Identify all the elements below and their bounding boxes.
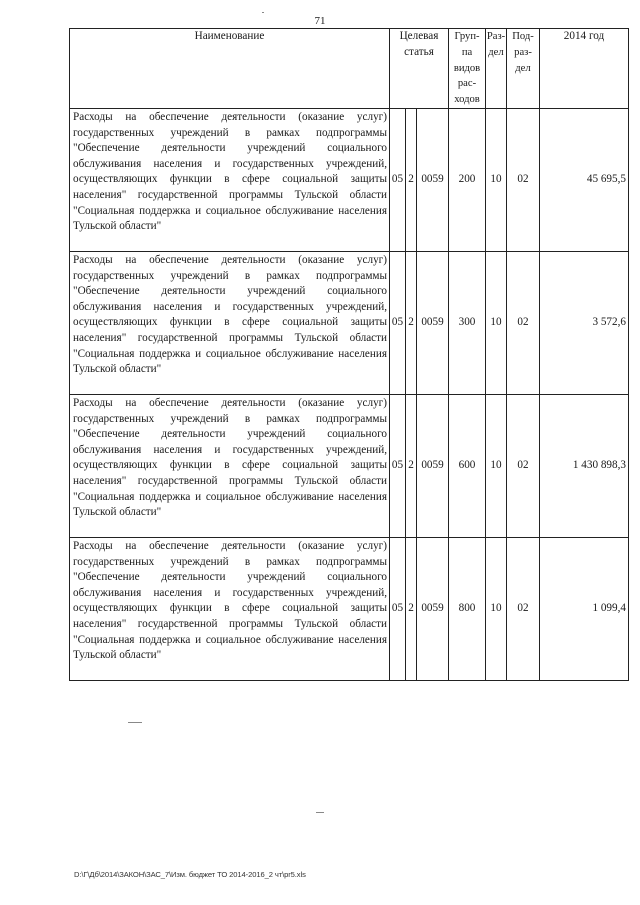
header-target-article [390, 29, 449, 109]
table-row [70, 252, 629, 395]
row-section: 10 [486, 109, 507, 252]
footer-file-path: D:\Г\Дб\2014\ЗАКОН\ЗАС_7\Изм. бюджет ТО 2014-2016_2 чт\pr5.xls [74, 870, 306, 879]
header-subsection [507, 29, 540, 109]
row-article-code: 0059 [417, 252, 449, 395]
row-subsection: 02 [507, 109, 540, 252]
row-name: Расходы на обеспечение деятельности (оказание услуг) государственных учреждений в рамках подпрограммы "Обеспечение деятельности учреждений социального обслуживания населения и государственных учреждений, осуществляющих функции в сфере социальной защиты населения" государственной программы Тульской области "Социальная поддержка и социальное обслуживание населения Тульской области" [70, 395, 390, 538]
row-amount: 45 695,5 [540, 109, 629, 252]
header-subsection-line-1: Под- [512, 31, 534, 42]
table-row [70, 538, 629, 681]
row-article-code: 0059 [417, 538, 449, 681]
row-article-code: 0059 [417, 395, 449, 538]
row-article-subprogram: 2 [406, 252, 417, 395]
header-expense-group [449, 29, 486, 109]
row-article-subprogram: 2 [406, 395, 417, 538]
row-subsection: 02 [507, 252, 540, 395]
header-section-line-2: дел [488, 46, 504, 58]
header-expense-group-line-2: па [461, 46, 473, 58]
header-expense-group-line-1: Груп- [454, 31, 480, 42]
budget-table [69, 28, 629, 681]
header-row [70, 29, 629, 109]
row-amount: 1 099,4 [540, 538, 629, 681]
row-expense-group: 800 [449, 538, 486, 681]
row-expense-group: 300 [449, 252, 486, 395]
header-target-article-line-1: Целевая [399, 30, 439, 42]
row-article-code: 0059 [417, 109, 449, 252]
row-article-subprogram: 2 [406, 109, 417, 252]
row-expense-group: 200 [449, 109, 486, 252]
header-section-line-1: Раз- [486, 31, 506, 42]
scan-speck [128, 722, 142, 723]
row-amount: 3 572,6 [540, 252, 629, 395]
table-row [70, 109, 629, 252]
header-subsection-line-2: раз- [514, 46, 532, 58]
row-subsection: 02 [507, 538, 540, 681]
scan-speck [262, 12, 264, 13]
page-number: 71 [314, 15, 326, 27]
header-subsection-line-3: дел [515, 62, 531, 74]
row-amount: 1 430 898,3 [540, 395, 629, 538]
row-article-program: 05 [390, 395, 406, 538]
row-article-program: 05 [390, 538, 406, 681]
header-expense-group-line-3: видов [453, 62, 481, 74]
row-article-program: 05 [390, 109, 406, 252]
header-expense-group-line-5: ходов [454, 94, 480, 106]
row-name: Расходы на обеспечение деятельности (оказание услуг) государственных учреждений в рамках подпрограммы "Обеспечение деятельности учреждений социального обслуживания населения и государственных учреждений, осуществляющих функции в сфере социальной защиты населения" государственной программы Тульской области "Социальная поддержка и социальное обслуживание населения Тульской области" [70, 252, 390, 395]
row-name: Расходы на обеспечение деятельности (оказание услуг) государственных учреждений в рамках подпрограммы "Обеспечение деятельности учреждений социального обслуживания населения и государственных учреждений, осуществляющих функции в сфере социальной защиты населения" государственной программы Тульской области "Социальная поддержка и социальное обслуживание населения Тульской области" [70, 538, 390, 681]
table-row [70, 395, 629, 538]
row-expense-group: 600 [449, 395, 486, 538]
header-expense-group-line-4: рас- [457, 78, 477, 90]
header-year: 2014 год [540, 29, 629, 109]
row-name: Расходы на обеспечение деятельности (оказание услуг) государственных учреждений в рамках подпрограммы "Обеспечение деятельности учреждений социального обслуживания населения и государственных учреждений, осуществляющих функции в сфере социальной защиты населения" государственной программы Тульской области "Социальная поддержка и социальное обслуживание населения Тульской области" [70, 109, 390, 252]
scan-speck [316, 812, 324, 813]
row-subsection: 02 [507, 395, 540, 538]
header-name: Наименование [70, 29, 390, 109]
row-section: 10 [486, 538, 507, 681]
header-section [486, 29, 507, 109]
row-article-subprogram: 2 [406, 538, 417, 681]
header-target-article-line-2: статья [404, 45, 434, 58]
row-section: 10 [486, 395, 507, 538]
row-article-program: 05 [390, 252, 406, 395]
row-section: 10 [486, 252, 507, 395]
